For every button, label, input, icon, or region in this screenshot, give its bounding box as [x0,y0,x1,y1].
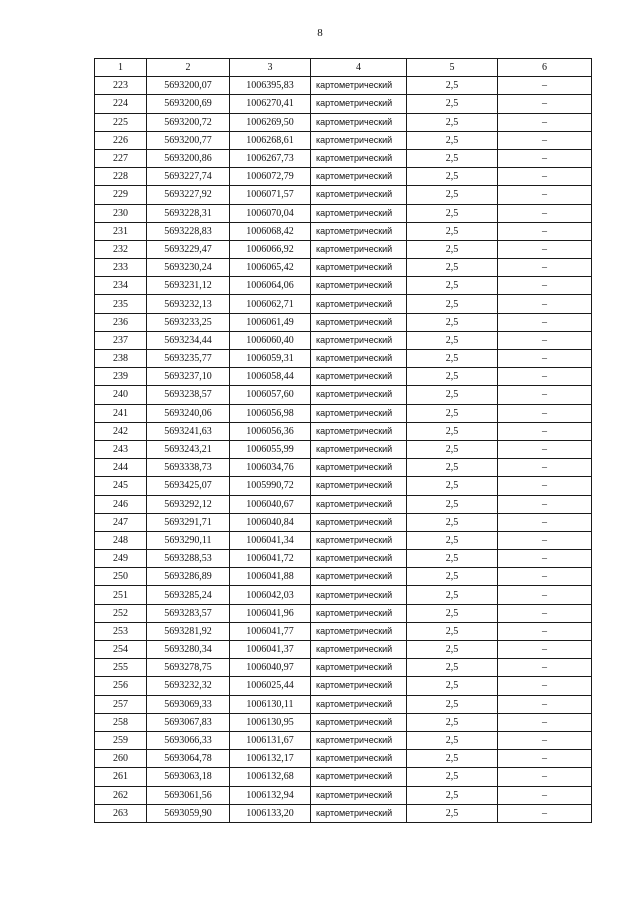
table-row [95,731,592,749]
y-coordinate-cell: 1006040,97 [230,659,311,677]
description-cell: – [498,204,592,222]
method-cell: картометрический [311,459,407,477]
method-cell: картометрический [311,259,407,277]
description-cell: – [498,495,592,513]
description-cell: – [498,168,592,186]
description-cell: – [498,804,592,822]
method-cell: картометрический [311,786,407,804]
x-coordinate-cell: 5693232,13 [147,295,230,313]
y-coordinate-cell: 1006058,44 [230,368,311,386]
point-number-cell: 225 [95,113,147,131]
method-cell: картометрический [311,604,407,622]
table-row [95,313,592,331]
description-cell: – [498,186,592,204]
x-coordinate-cell: 5693230,24 [147,259,230,277]
accuracy-cell: 2,5 [407,641,498,659]
point-number-cell: 260 [95,750,147,768]
x-coordinate-cell: 5693200,77 [147,131,230,149]
point-number-cell: 250 [95,568,147,586]
table-row [95,331,592,349]
accuracy-cell: 2,5 [407,131,498,149]
x-coordinate-cell: 5693425,07 [147,477,230,495]
table-row [95,604,592,622]
point-number-cell: 248 [95,531,147,549]
x-coordinate-cell: 5693227,74 [147,168,230,186]
accuracy-cell: 2,5 [407,331,498,349]
description-cell: – [498,350,592,368]
accuracy-cell: 2,5 [407,222,498,240]
table-row [95,168,592,186]
x-coordinate-cell: 5693233,25 [147,313,230,331]
y-coordinate-cell: 1006041,72 [230,550,311,568]
accuracy-cell: 2,5 [407,695,498,713]
description-cell: – [498,277,592,295]
accuracy-cell: 2,5 [407,604,498,622]
y-coordinate-cell: 1006061,49 [230,313,311,331]
y-coordinate-cell: 1006041,37 [230,641,311,659]
accuracy-cell: 2,5 [407,622,498,640]
method-cell: картометрический [311,404,407,422]
point-number-cell: 226 [95,131,147,149]
table-row [95,277,592,295]
y-coordinate-cell: 1006041,88 [230,568,311,586]
method-cell: картометрический [311,477,407,495]
table-row [95,459,592,477]
table-row [95,804,592,822]
accuracy-cell: 2,5 [407,149,498,167]
point-number-cell: 246 [95,495,147,513]
point-number-cell: 257 [95,695,147,713]
x-coordinate-cell: 5693200,72 [147,113,230,131]
y-coordinate-cell: 1006068,42 [230,222,311,240]
table-row [95,77,592,95]
x-coordinate-cell: 5693241,63 [147,422,230,440]
point-number-cell: 251 [95,586,147,604]
point-number-cell: 254 [95,641,147,659]
method-cell: картометрический [311,240,407,258]
y-coordinate-cell: 1006132,94 [230,786,311,804]
table-row [95,368,592,386]
description-cell: – [498,677,592,695]
description-cell: – [498,531,592,549]
description-cell: – [498,659,592,677]
table-row [95,295,592,313]
method-cell: картометрический [311,695,407,713]
x-coordinate-cell: 5693240,06 [147,404,230,422]
x-coordinate-cell: 5693228,83 [147,222,230,240]
description-cell: – [498,95,592,113]
table-row [95,149,592,167]
table-row [95,550,592,568]
method-cell: картометрический [311,768,407,786]
x-coordinate-cell: 5693237,10 [147,368,230,386]
y-coordinate-cell: 1006130,95 [230,713,311,731]
table-row [95,768,592,786]
description-cell: – [498,768,592,786]
method-cell: картометрический [311,622,407,640]
y-coordinate-cell: 1006267,73 [230,149,311,167]
accuracy-cell: 2,5 [407,186,498,204]
accuracy-cell: 2,5 [407,168,498,186]
point-number-cell: 249 [95,550,147,568]
y-coordinate-cell: 1006059,31 [230,350,311,368]
accuracy-cell: 2,5 [407,295,498,313]
x-coordinate-cell: 5693064,78 [147,750,230,768]
table-row [95,131,592,149]
x-coordinate-cell: 5693067,83 [147,713,230,731]
method-cell: картометрический [311,731,407,749]
accuracy-cell: 2,5 [407,259,498,277]
point-number-cell: 234 [95,277,147,295]
description-cell: – [498,641,592,659]
y-coordinate-cell: 1006041,77 [230,622,311,640]
point-number-cell: 261 [95,768,147,786]
table-row [95,440,592,458]
y-coordinate-cell: 1006132,17 [230,750,311,768]
method-cell: картометрический [311,331,407,349]
y-coordinate-cell: 1006395,83 [230,77,311,95]
y-coordinate-cell: 1006041,96 [230,604,311,622]
x-coordinate-cell: 5693228,31 [147,204,230,222]
y-coordinate-cell: 1006268,61 [230,131,311,149]
description-cell: – [498,404,592,422]
table-row [95,513,592,531]
method-cell: картометрический [311,659,407,677]
y-coordinate-cell: 1006042,03 [230,586,311,604]
accuracy-cell: 2,5 [407,659,498,677]
x-coordinate-cell: 5693243,21 [147,440,230,458]
table-row [95,622,592,640]
method-cell: картометрический [311,677,407,695]
point-number-cell: 227 [95,149,147,167]
accuracy-cell: 2,5 [407,77,498,95]
x-coordinate-cell: 5693291,71 [147,513,230,531]
method-cell: картометрический [311,186,407,204]
method-cell: картометрический [311,513,407,531]
accuracy-cell: 2,5 [407,677,498,695]
method-cell: картометрический [311,422,407,440]
y-coordinate-cell: 1006040,67 [230,495,311,513]
table-row [95,186,592,204]
y-coordinate-cell: 1006041,34 [230,531,311,549]
point-number-cell: 256 [95,677,147,695]
description-cell: – [498,731,592,749]
point-number-cell: 244 [95,459,147,477]
table-row [95,404,592,422]
header-cell-method: 4 [311,59,407,77]
x-coordinate-cell: 5693063,18 [147,768,230,786]
y-coordinate-cell: 1006269,50 [230,113,311,131]
x-coordinate-cell: 5693061,56 [147,786,230,804]
method-cell: картометрический [311,295,407,313]
method-cell: картометрический [311,168,407,186]
point-number-cell: 255 [95,659,147,677]
description-cell: – [498,622,592,640]
point-number-cell: 262 [95,786,147,804]
x-coordinate-cell: 5693200,86 [147,149,230,167]
x-coordinate-cell: 5693232,32 [147,677,230,695]
method-cell: картометрический [311,641,407,659]
point-number-cell: 240 [95,386,147,404]
method-cell: картометрический [311,204,407,222]
point-number-cell: 241 [95,404,147,422]
point-number-cell: 233 [95,259,147,277]
accuracy-cell: 2,5 [407,750,498,768]
description-cell: – [498,422,592,440]
accuracy-cell: 2,5 [407,804,498,822]
accuracy-cell: 2,5 [407,768,498,786]
description-cell: – [498,368,592,386]
header-cell-accuracy: 5 [407,59,498,77]
y-coordinate-cell: 1006066,92 [230,240,311,258]
point-number-cell: 245 [95,477,147,495]
x-coordinate-cell: 5693234,44 [147,331,230,349]
point-number-cell: 253 [95,622,147,640]
accuracy-cell: 2,5 [407,477,498,495]
accuracy-cell: 2,5 [407,113,498,131]
accuracy-cell: 2,5 [407,404,498,422]
point-number-cell: 259 [95,731,147,749]
description-cell: – [498,586,592,604]
description-cell: – [498,113,592,131]
description-cell: – [498,313,592,331]
point-number-cell: 242 [95,422,147,440]
x-coordinate-cell: 5693292,12 [147,495,230,513]
x-coordinate-cell: 5693286,89 [147,568,230,586]
point-number-cell: 223 [95,77,147,95]
description-cell: – [498,222,592,240]
x-coordinate-cell: 5693290,11 [147,531,230,549]
y-coordinate-cell: 1006064,06 [230,277,311,295]
method-cell: картометрический [311,131,407,149]
table-row [95,240,592,258]
accuracy-cell: 2,5 [407,550,498,568]
y-coordinate-cell: 1006072,79 [230,168,311,186]
method-cell: картометрический [311,95,407,113]
method-cell: картометрический [311,386,407,404]
accuracy-cell: 2,5 [407,440,498,458]
accuracy-cell: 2,5 [407,386,498,404]
page-number: 8 [317,27,323,39]
table-row [95,531,592,549]
accuracy-cell: 2,5 [407,786,498,804]
table-row [95,659,592,677]
table-row [95,422,592,440]
x-coordinate-cell: 5693238,57 [147,386,230,404]
table-row [95,568,592,586]
accuracy-cell: 2,5 [407,240,498,258]
y-coordinate-cell: 1006062,71 [230,295,311,313]
point-number-cell: 263 [95,804,147,822]
y-coordinate-cell: 1006130,11 [230,695,311,713]
y-coordinate-cell: 1006070,04 [230,204,311,222]
accuracy-cell: 2,5 [407,459,498,477]
accuracy-cell: 2,5 [407,95,498,113]
point-number-cell: 224 [95,95,147,113]
table-row [95,586,592,604]
description-cell: – [498,750,592,768]
x-coordinate-cell: 5693059,90 [147,804,230,822]
method-cell: картометрический [311,550,407,568]
x-coordinate-cell: 5693066,33 [147,731,230,749]
table-row [95,350,592,368]
point-number-cell: 247 [95,513,147,531]
description-cell: – [498,568,592,586]
header-cell-description: 6 [498,59,592,77]
table-row [95,695,592,713]
description-cell: – [498,604,592,622]
table-row [95,477,592,495]
method-cell: картометрический [311,77,407,95]
coordinates-table [94,58,592,823]
description-cell: – [498,695,592,713]
y-coordinate-cell: 1006025,44 [230,677,311,695]
accuracy-cell: 2,5 [407,731,498,749]
description-cell: – [498,386,592,404]
y-coordinate-cell: 1006055,99 [230,440,311,458]
description-cell: – [498,259,592,277]
description-cell: – [498,786,592,804]
x-coordinate-cell: 5693288,53 [147,550,230,568]
x-coordinate-cell: 5693229,47 [147,240,230,258]
table-row [95,713,592,731]
method-cell: картометрический [311,804,407,822]
table-row [95,495,592,513]
point-number-cell: 239 [95,368,147,386]
method-cell: картометрический [311,568,407,586]
table-row [95,677,592,695]
description-cell: – [498,459,592,477]
description-cell: – [498,77,592,95]
point-number-cell: 232 [95,240,147,258]
x-coordinate-cell: 5693069,33 [147,695,230,713]
x-coordinate-cell: 5693227,92 [147,186,230,204]
header-cell-point-number: 1 [95,59,147,77]
header-row [95,59,592,77]
y-coordinate-cell: 1006065,42 [230,259,311,277]
description-cell: – [498,149,592,167]
method-cell: картометрический [311,277,407,295]
x-coordinate-cell: 5693280,34 [147,641,230,659]
table-row [95,386,592,404]
y-coordinate-cell: 1006057,60 [230,386,311,404]
description-cell: – [498,477,592,495]
description-cell: – [498,713,592,731]
table-row [95,95,592,113]
accuracy-cell: 2,5 [407,350,498,368]
accuracy-cell: 2,5 [407,204,498,222]
accuracy-cell: 2,5 [407,495,498,513]
y-coordinate-cell: 1006132,68 [230,768,311,786]
method-cell: картометрический [311,350,407,368]
point-number-cell: 243 [95,440,147,458]
point-number-cell: 252 [95,604,147,622]
table-row [95,786,592,804]
accuracy-cell: 2,5 [407,313,498,331]
description-cell: – [498,550,592,568]
y-coordinate-cell: 1006056,98 [230,404,311,422]
x-coordinate-cell: 5693283,57 [147,604,230,622]
x-coordinate-cell: 5693281,92 [147,622,230,640]
x-coordinate-cell: 5693200,69 [147,95,230,113]
table-row [95,113,592,131]
table-row [95,641,592,659]
x-coordinate-cell: 5693200,07 [147,77,230,95]
table-row [95,204,592,222]
point-number-cell: 236 [95,313,147,331]
accuracy-cell: 2,5 [407,531,498,549]
y-coordinate-cell: 1006071,57 [230,186,311,204]
accuracy-cell: 2,5 [407,368,498,386]
x-coordinate-cell: 5693278,75 [147,659,230,677]
method-cell: картометрический [311,586,407,604]
method-cell: картометрический [311,313,407,331]
method-cell: картометрический [311,750,407,768]
table-row [95,222,592,240]
y-coordinate-cell: 1006056,36 [230,422,311,440]
y-coordinate-cell: 1006133,20 [230,804,311,822]
y-coordinate-cell: 1005990,72 [230,477,311,495]
method-cell: картометрический [311,149,407,167]
y-coordinate-cell: 1006270,41 [230,95,311,113]
point-number-cell: 235 [95,295,147,313]
method-cell: картометрический [311,222,407,240]
method-cell: картометрический [311,713,407,731]
header-cell-x-coordinate: 2 [147,59,230,77]
y-coordinate-cell: 1006034,76 [230,459,311,477]
x-coordinate-cell: 5693231,12 [147,277,230,295]
method-cell: картометрический [311,113,407,131]
table-header [95,59,592,77]
accuracy-cell: 2,5 [407,277,498,295]
accuracy-cell: 2,5 [407,568,498,586]
y-coordinate-cell: 1006060,40 [230,331,311,349]
method-cell: картометрический [311,495,407,513]
description-cell: – [498,131,592,149]
point-number-cell: 231 [95,222,147,240]
description-cell: – [498,331,592,349]
accuracy-cell: 2,5 [407,513,498,531]
table-row [95,259,592,277]
x-coordinate-cell: 5693285,24 [147,586,230,604]
description-cell: – [498,440,592,458]
header-cell-y-coordinate: 3 [230,59,311,77]
point-number-cell: 238 [95,350,147,368]
point-number-cell: 228 [95,168,147,186]
accuracy-cell: 2,5 [407,422,498,440]
accuracy-cell: 2,5 [407,586,498,604]
point-number-cell: 229 [95,186,147,204]
point-number-cell: 237 [95,331,147,349]
table-body [95,77,592,823]
y-coordinate-cell: 1006131,67 [230,731,311,749]
method-cell: картометрический [311,531,407,549]
point-number-cell: 258 [95,713,147,731]
description-cell: – [498,240,592,258]
method-cell: картометрический [311,368,407,386]
x-coordinate-cell: 5693235,77 [147,350,230,368]
description-cell: – [498,295,592,313]
x-coordinate-cell: 5693338,73 [147,459,230,477]
y-coordinate-cell: 1006040,84 [230,513,311,531]
table-row [95,750,592,768]
description-cell: – [498,513,592,531]
method-cell: картометрический [311,440,407,458]
accuracy-cell: 2,5 [407,713,498,731]
point-number-cell: 230 [95,204,147,222]
